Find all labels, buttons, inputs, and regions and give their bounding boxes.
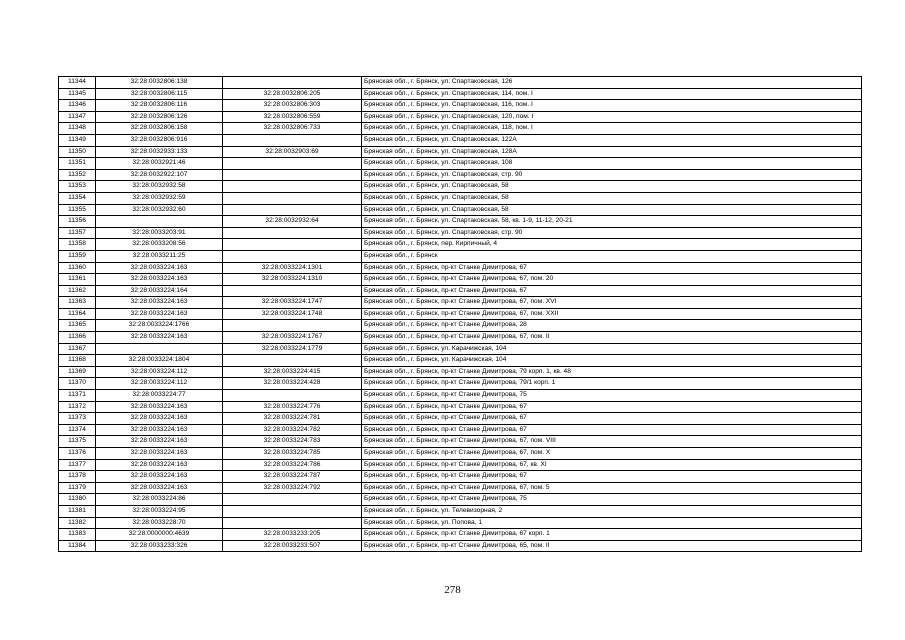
address-cell: Брянская обл., г. Брянск: [362, 250, 862, 262]
row-number-cell: 11381: [59, 505, 96, 517]
land-cadastral-number-cell: 32:28:0033224:86: [96, 494, 223, 506]
address-cell: Брянская обл., г. Брянск, пр-кт Станке Димитрова, 67 корп. 1: [362, 529, 862, 541]
table-row: [59, 355, 862, 367]
row-number-cell: 11355: [59, 204, 96, 216]
row-number-cell: 11372: [59, 401, 96, 413]
object-cadastral-number-cell: [223, 320, 362, 332]
land-cadastral-number-cell: 32:28:0033224:163: [96, 297, 223, 309]
row-number-cell: 11365: [59, 320, 96, 332]
address-cell: Брянская обл., г. Брянск, пр-кт Станке Димитрова, 67, пом. XVI: [362, 297, 862, 309]
table-row: [59, 343, 862, 355]
address-cell: Брянская обл., г. Брянск, пр-кт Станке Димитрова, 67: [362, 413, 862, 425]
object-cadastral-number-cell: [223, 181, 362, 193]
object-cadastral-number-cell: 32:28:0033224:428: [223, 378, 362, 390]
table-row: [59, 401, 862, 413]
table-row: [59, 471, 862, 483]
address-cell: Брянская обл., г. Брянск, пр-кт Станке Димитрова, 75: [362, 390, 862, 402]
address-cell: Брянская обл., г. Брянск, ул. Телевизорная, 2: [362, 505, 862, 517]
land-cadastral-number-cell: 32:28:0032933:133: [96, 146, 223, 158]
object-cadastral-number-cell: [223, 158, 362, 170]
land-cadastral-number-cell: 32:28:0032922:107: [96, 169, 223, 181]
table-row: [59, 413, 862, 425]
address-cell: Брянская обл., г. Брянск, пр-кт Станке Димитрова, 67, пом. 5: [362, 482, 862, 494]
object-cadastral-number-cell: [223, 285, 362, 297]
table-row: [59, 181, 862, 193]
land-cadastral-number-cell: 32:28:0000000:4639: [96, 529, 223, 541]
row-number-cell: 11378: [59, 471, 96, 483]
table-row: [59, 332, 862, 344]
land-cadastral-number-cell: 32:28:0033208:56: [96, 239, 223, 251]
address-cell: Брянская обл., г. Брянск, ул. Спартаковская, 116, пом. I: [362, 100, 862, 112]
object-cadastral-number-cell: 32:28:0032806:205: [223, 88, 362, 100]
cadastral-table: [58, 76, 862, 552]
object-cadastral-number-cell: 32:28:0032806:303: [223, 100, 362, 112]
row-number-cell: 11371: [59, 390, 96, 402]
table-row: [59, 297, 862, 309]
object-cadastral-number-cell: 32:28:0033224:787: [223, 471, 362, 483]
row-number-cell: 11351: [59, 158, 96, 170]
row-number-cell: 11370: [59, 378, 96, 390]
row-number-cell: 11380: [59, 494, 96, 506]
object-cadastral-number-cell: [223, 390, 362, 402]
address-cell: Брянская обл., г. Брянск, пр-кт Станке Димитрова, 67: [362, 424, 862, 436]
land-cadastral-number-cell: 32:28:0032932:59: [96, 192, 223, 204]
land-cadastral-number-cell: 32:28:0033224:1804: [96, 355, 223, 367]
table-row: [59, 111, 862, 123]
row-number-cell: 11361: [59, 274, 96, 286]
object-cadastral-number-cell: 32:28:0033224:783: [223, 436, 362, 448]
land-cadastral-number-cell: 32:28:0033224:112: [96, 366, 223, 378]
table-row: [59, 158, 862, 170]
row-number-cell: 11375: [59, 436, 96, 448]
object-cadastral-number-cell: [223, 355, 362, 367]
object-cadastral-number-cell: [223, 77, 362, 89]
row-number-cell: 11349: [59, 134, 96, 146]
land-cadastral-number-cell: 32:28:0033224:163: [96, 482, 223, 494]
address-cell: Брянская обл., г. Брянск, ул. Спартаковская, 58: [362, 192, 862, 204]
table-body: [59, 77, 862, 552]
table-row: [59, 239, 862, 251]
land-cadastral-number-cell: [96, 343, 223, 355]
object-cadastral-number-cell: [223, 227, 362, 239]
table-row: [59, 308, 862, 320]
table-row: [59, 285, 862, 297]
land-cadastral-number-cell: 32:28:0032806:115: [96, 88, 223, 100]
address-cell: Брянская обл., г. Брянск, ул. Спартаковская, 58: [362, 181, 862, 193]
object-cadastral-number-cell: 32:28:0033224:415: [223, 366, 362, 378]
row-number-cell: 11347: [59, 111, 96, 123]
table-row: [59, 378, 862, 390]
row-number-cell: 11353: [59, 181, 96, 193]
object-cadastral-number-cell: 32:28:0033224:776: [223, 401, 362, 413]
table-row: [59, 424, 862, 436]
object-cadastral-number-cell: 32:28:0033224:792: [223, 482, 362, 494]
address-cell: Брянская обл., г. Брянск, пр-кт Станке Димитрова, 75: [362, 494, 862, 506]
table-row: [59, 494, 862, 506]
table-row: [59, 146, 862, 158]
address-cell: Брянская обл., г. Брянск, ул. Спартаковская, стр. 90: [362, 169, 862, 181]
row-number-cell: 11344: [59, 77, 96, 89]
address-cell: Брянская обл., г. Брянск, пр-кт Станке Димитрова, 67, пом. X: [362, 448, 862, 460]
address-cell: Брянская обл., г. Брянск, пр-кт Станке Димитрова, 28: [362, 320, 862, 332]
table-row: [59, 134, 862, 146]
object-cadastral-number-cell: 32:28:0033224:1779: [223, 343, 362, 355]
object-cadastral-number-cell: 32:28:0033224:1310: [223, 274, 362, 286]
land-cadastral-number-cell: 32:28:0033233:326: [96, 540, 223, 552]
row-number-cell: 11366: [59, 332, 96, 344]
table-row: [59, 77, 862, 89]
table-row: [59, 448, 862, 460]
land-cadastral-number-cell: 32:28:0033224:163: [96, 471, 223, 483]
row-number-cell: 11369: [59, 366, 96, 378]
land-cadastral-number-cell: 32:28:0032932:60: [96, 204, 223, 216]
land-cadastral-number-cell: 32:28:0033224:163: [96, 332, 223, 344]
table-row: [59, 320, 862, 332]
land-cadastral-number-cell: 32:28:0033224:163: [96, 448, 223, 460]
table-row: [59, 123, 862, 135]
object-cadastral-number-cell: 32:28:0033224:782: [223, 424, 362, 436]
object-cadastral-number-cell: 32:28:0033224:785: [223, 448, 362, 460]
table-row: [59, 216, 862, 228]
address-cell: Брянская обл., г. Брянск, ул. Спартаковская, 118, пом. I: [362, 123, 862, 135]
table-row: [59, 192, 862, 204]
table-row: [59, 204, 862, 216]
land-cadastral-number-cell: 32:28:0033224:1766: [96, 320, 223, 332]
table-row: [59, 100, 862, 112]
land-cadastral-number-cell: 32:28:0033224:163: [96, 413, 223, 425]
row-number-cell: 11382: [59, 517, 96, 529]
address-cell: Брянская обл., г. Брянск, пр-кт Станке Димитрова, 79/1 корп. 1: [362, 378, 862, 390]
address-cell: Брянская обл., г. Брянск, пер. Кирпичный, 4: [362, 239, 862, 251]
row-number-cell: 11357: [59, 227, 96, 239]
table-row: [59, 250, 862, 262]
object-cadastral-number-cell: 32:28:0033224:786: [223, 459, 362, 471]
object-cadastral-number-cell: [223, 239, 362, 251]
address-cell: Брянская обл., г. Брянск, ул. Карачижская, 104: [362, 355, 862, 367]
object-cadastral-number-cell: [223, 134, 362, 146]
row-number-cell: 11363: [59, 297, 96, 309]
object-cadastral-number-cell: 32:28:0033224:1747: [223, 297, 362, 309]
row-number-cell: 11362: [59, 285, 96, 297]
object-cadastral-number-cell: 32:28:0032806:559: [223, 111, 362, 123]
table-row: [59, 459, 862, 471]
object-cadastral-number-cell: [223, 192, 362, 204]
land-cadastral-number-cell: 32:28:0032806:138: [96, 77, 223, 89]
row-number-cell: 11360: [59, 262, 96, 274]
address-cell: Брянская обл., г. Брянск, ул. Спартаковская, 108: [362, 158, 862, 170]
address-cell: Брянская обл., г. Брянск, пр-кт Станке Димитрова, 67, кв. XI: [362, 459, 862, 471]
row-number-cell: 11374: [59, 424, 96, 436]
table-row: [59, 227, 862, 239]
land-cadastral-number-cell: [96, 216, 223, 228]
row-number-cell: 11368: [59, 355, 96, 367]
land-cadastral-number-cell: 32:28:0032932:58: [96, 181, 223, 193]
address-cell: Брянская обл., г. Брянск, ул. Карачижская, 104: [362, 343, 862, 355]
object-cadastral-number-cell: [223, 204, 362, 216]
row-number-cell: 11356: [59, 216, 96, 228]
row-number-cell: 11376: [59, 448, 96, 460]
address-cell: Брянская обл., г. Брянск, пр-кт Станке Димитрова, 67, пом. XXII: [362, 308, 862, 320]
land-cadastral-number-cell: 32:28:0033224:164: [96, 285, 223, 297]
land-cadastral-number-cell: 32:28:0033224:95: [96, 505, 223, 517]
object-cadastral-number-cell: 32:28:0033224:1301: [223, 262, 362, 274]
row-number-cell: 11348: [59, 123, 96, 135]
address-cell: Брянская обл., г. Брянск, пр-кт Станке Димитрова, 67: [362, 471, 862, 483]
table-row: [59, 366, 862, 378]
row-number-cell: 11384: [59, 540, 96, 552]
land-cadastral-number-cell: 32:28:0032806:126: [96, 111, 223, 123]
document-sheet: [58, 76, 861, 552]
row-number-cell: 11352: [59, 169, 96, 181]
object-cadastral-number-cell: 32:28:0033224:781: [223, 413, 362, 425]
land-cadastral-number-cell: 32:28:0033224:163: [96, 274, 223, 286]
land-cadastral-number-cell: 32:28:0033224:77: [96, 390, 223, 402]
address-cell: Брянская обл., г. Брянск, пр-кт Станке Димитрова, 67, пом. 20: [362, 274, 862, 286]
address-cell: Брянская обл., г. Брянск, пр-кт Станке Димитрова, 67: [362, 285, 862, 297]
table-row: [59, 88, 862, 100]
object-cadastral-number-cell: [223, 250, 362, 262]
table-row: [59, 169, 862, 181]
row-number-cell: 11377: [59, 459, 96, 471]
land-cadastral-number-cell: 32:28:0032806:116: [96, 100, 223, 112]
land-cadastral-number-cell: 32:28:0033224:163: [96, 262, 223, 274]
row-number-cell: 11345: [59, 88, 96, 100]
address-cell: Брянская обл., г. Брянск, пр-кт Станке Димитрова, 79 корп. 1, кв. 48: [362, 366, 862, 378]
table-row: [59, 505, 862, 517]
object-cadastral-number-cell: 32:28:0033224:1748: [223, 308, 362, 320]
land-cadastral-number-cell: 32:28:0032806:158: [96, 123, 223, 135]
table-row: [59, 540, 862, 552]
address-cell: Брянская обл., г. Брянск, ул. Спартаковская, 58, кв. 1-9, 11-12, 20-21: [362, 216, 862, 228]
land-cadastral-number-cell: 32:28:0033224:112: [96, 378, 223, 390]
row-number-cell: 11354: [59, 192, 96, 204]
address-cell: Брянская обл., г. Брянск, ул. Спартаковская, 120, пом. I: [362, 111, 862, 123]
address-cell: Брянская обл., г. Брянск, пр-кт Станке Димитрова, 67, пом. VIII: [362, 436, 862, 448]
land-cadastral-number-cell: 32:28:0032806:916: [96, 134, 223, 146]
address-cell: Брянская обл., г. Брянск, ул. Спартаковская, 128А: [362, 146, 862, 158]
page-number: 278: [444, 584, 461, 596]
row-number-cell: 11367: [59, 343, 96, 355]
row-number-cell: 11364: [59, 308, 96, 320]
table-row: [59, 274, 862, 286]
land-cadastral-number-cell: 32:28:0033224:163: [96, 401, 223, 413]
object-cadastral-number-cell: 32:28:0033233:205: [223, 529, 362, 541]
address-cell: Брянская обл., г. Брянск, ул. Спартаковская, 58: [362, 204, 862, 216]
object-cadastral-number-cell: [223, 517, 362, 529]
object-cadastral-number-cell: 32:28:0032932:64: [223, 216, 362, 228]
object-cadastral-number-cell: [223, 494, 362, 506]
address-cell: Брянская обл., г. Брянск, пр-кт Станке Димитрова, 67: [362, 262, 862, 274]
table-row: [59, 529, 862, 541]
row-number-cell: 11359: [59, 250, 96, 262]
object-cadastral-number-cell: 32:28:0033233:507: [223, 540, 362, 552]
table-row: [59, 517, 862, 529]
land-cadastral-number-cell: 32:28:0033224:163: [96, 436, 223, 448]
address-cell: Брянская обл., г. Брянск, ул. Спартаковская, 126: [362, 77, 862, 89]
land-cadastral-number-cell: 32:28:0033203:91: [96, 227, 223, 239]
address-cell: Брянская обл., г. Брянск, пр-кт Станке Димитрова, 65, пом. II: [362, 540, 862, 552]
address-cell: Брянская обл., г. Брянск, ул. Спартаковская, 122А: [362, 134, 862, 146]
row-number-cell: 11346: [59, 100, 96, 112]
object-cadastral-number-cell: [223, 169, 362, 181]
row-number-cell: 11373: [59, 413, 96, 425]
address-cell: Брянская обл., г. Брянск, пр-кт Станке Димитрова, 67, пом. II: [362, 332, 862, 344]
table-row: [59, 390, 862, 402]
row-number-cell: 11358: [59, 239, 96, 251]
object-cadastral-number-cell: 32:28:0032806:733: [223, 123, 362, 135]
table-row: [59, 262, 862, 274]
address-cell: Брянская обл., г. Брянск, ул. Попова, 1: [362, 517, 862, 529]
land-cadastral-number-cell: 32:28:0033211:25: [96, 250, 223, 262]
address-cell: Брянская обл., г. Брянск, пр-кт Станке Димитрова, 67: [362, 401, 862, 413]
row-number-cell: 11350: [59, 146, 96, 158]
row-number-cell: 11383: [59, 529, 96, 541]
land-cadastral-number-cell: 32:28:0033228:70: [96, 517, 223, 529]
table-row: [59, 482, 862, 494]
land-cadastral-number-cell: 32:28:0032921:46: [96, 158, 223, 170]
land-cadastral-number-cell: 32:28:0033224:163: [96, 424, 223, 436]
object-cadastral-number-cell: 32:28:0033224:1767: [223, 332, 362, 344]
table-row: [59, 436, 862, 448]
object-cadastral-number-cell: [223, 505, 362, 517]
land-cadastral-number-cell: 32:28:0033224:163: [96, 308, 223, 320]
object-cadastral-number-cell: 32:28:0032903:69: [223, 146, 362, 158]
address-cell: Брянская обл., г. Брянск, ул. Спартаковская, 114, пом. I: [362, 88, 862, 100]
land-cadastral-number-cell: 32:28:0033224:163: [96, 459, 223, 471]
row-number-cell: 11379: [59, 482, 96, 494]
address-cell: Брянская обл., г. Брянск, ул. Спартаковская, стр. 90: [362, 227, 862, 239]
